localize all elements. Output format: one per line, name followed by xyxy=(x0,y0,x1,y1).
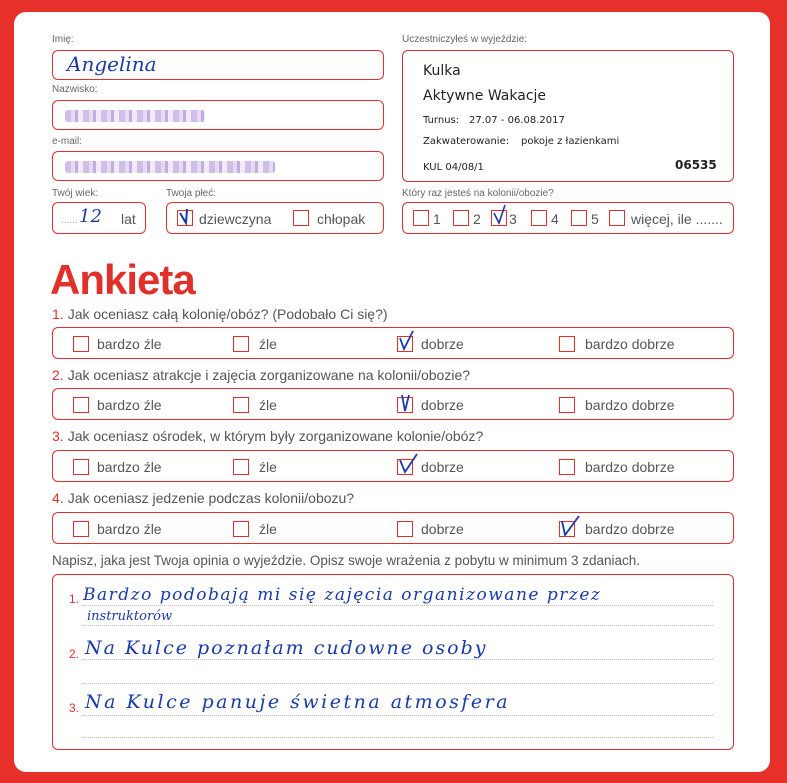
first-name-field[interactable] xyxy=(52,50,384,80)
gender-checkbox-boy[interactable] xyxy=(293,210,309,226)
last-name-field[interactable] xyxy=(52,100,384,130)
check-mark-icon xyxy=(397,452,419,474)
times-checkbox-1[interactable] xyxy=(413,210,429,226)
option-label: bardzo dobrze xyxy=(585,521,675,537)
times-option-5: 5 xyxy=(591,211,599,227)
trip-label: Uczestniczyłeś w wyjeździe: xyxy=(402,34,528,45)
q2-checkbox-very-bad[interactable] xyxy=(73,397,89,413)
q2-checkbox-very-good[interactable] xyxy=(559,397,575,413)
option-label: źle xyxy=(259,336,277,352)
opinion-field[interactable] xyxy=(52,574,734,750)
check-mark-icon xyxy=(397,391,419,413)
check-mark-icon xyxy=(559,515,581,537)
question-1: 1. Jak oceniasz całą kolonię/obóz? (Podobało Ci się?) xyxy=(52,306,388,322)
accommodation-label: Zakwaterowanie: xyxy=(423,136,510,147)
trip-org: Kulka xyxy=(423,63,461,79)
check-mark-icon xyxy=(397,330,419,352)
check-mark-icon xyxy=(177,205,199,227)
question-3: 3. Jak oceniasz ośrodek, w którym były zorganizowane kolonie/obóz? xyxy=(52,428,484,444)
gender-field xyxy=(166,202,384,234)
times-option-1: 1 xyxy=(433,211,441,227)
trip-info-box xyxy=(402,50,734,182)
accommodation-value: pokoje z łazienkami xyxy=(521,136,620,147)
times-option-4: 4 xyxy=(551,211,559,227)
opinion-line-num: 1. xyxy=(69,592,80,606)
answer-row-1 xyxy=(52,327,734,359)
q4-checkbox-very-bad[interactable] xyxy=(73,521,89,537)
option-label: bardzo źle xyxy=(97,336,162,352)
trip-name: Aktywne Wakacje xyxy=(423,88,547,104)
times-option-3: 3 xyxy=(509,211,517,227)
option-label: dobrze xyxy=(421,336,464,352)
q3-checkbox-bad[interactable] xyxy=(233,459,249,475)
opinion-prompt: Napisz, jaka jest Twoja opinia o wyjeździe. Opisz swoje wrażenia z pobytu w minimum 3 zdaniach. xyxy=(52,553,641,568)
trip-number: 06535 xyxy=(675,158,717,172)
times-label: Który raz jesteś na kolonii/obozie? xyxy=(402,188,554,199)
first-name-label: Imię: xyxy=(52,34,74,45)
question-2: 2. Jak oceniasz atrakcje i zajęcia zorganizowane na kolonii/obozie? xyxy=(52,367,471,383)
age-value: 12 xyxy=(79,206,102,227)
survey-title: Ankieta xyxy=(50,256,195,303)
answer-row-3 xyxy=(52,450,734,482)
times-checkbox-4[interactable] xyxy=(531,210,547,226)
q4-checkbox-good[interactable] xyxy=(397,521,413,537)
survey-sheet xyxy=(14,12,770,772)
opinion-line-1-cont: instruktorów xyxy=(87,609,173,624)
email-field[interactable] xyxy=(52,151,384,181)
option-label: bardzo dobrze xyxy=(585,397,675,413)
answer-row-2 xyxy=(52,388,734,420)
times-checkbox-2[interactable] xyxy=(453,210,469,226)
option-label: dobrze xyxy=(421,459,464,475)
last-name-label: Nazwisko: xyxy=(52,84,98,95)
answer-row-4 xyxy=(52,512,734,544)
q2-checkbox-bad[interactable] xyxy=(233,397,249,413)
gender-option-girl: dziewczyna xyxy=(199,211,272,227)
option-label: bardzo dobrze xyxy=(585,336,675,352)
redacted-email xyxy=(65,161,275,173)
times-checkbox-more[interactable] xyxy=(609,210,625,226)
option-label: bardzo źle xyxy=(97,521,162,537)
q3-checkbox-very-good[interactable] xyxy=(559,459,575,475)
gender-option-boy: chłopak xyxy=(317,211,366,227)
q1-checkbox-very-bad[interactable] xyxy=(73,336,89,352)
question-4: 4. Jak oceniasz jedzenie podczas kolonii/obozu? xyxy=(52,490,355,506)
option-label: bardzo dobrze xyxy=(585,459,675,475)
option-label: dobrze xyxy=(421,397,464,413)
email-label: e-mail: xyxy=(52,136,83,147)
gender-label: Twoja płeć: xyxy=(166,188,217,199)
option-label: dobrze xyxy=(421,521,464,537)
redacted-last-name xyxy=(65,110,205,122)
age-field[interactable]: ...... 12 lat xyxy=(52,202,146,234)
age-label: Twój wiek: xyxy=(52,188,99,199)
opinion-line-1: Bardzo podobają mi się zajęcia organizowane przez xyxy=(83,585,602,605)
q1-checkbox-bad[interactable] xyxy=(233,336,249,352)
opinion-line-2: Na Kulce poznałam cudowne osoby xyxy=(85,637,488,659)
option-label: bardzo źle xyxy=(97,397,162,413)
times-field xyxy=(402,202,734,234)
q3-checkbox-very-bad[interactable] xyxy=(73,459,89,475)
opinion-line-num: 3. xyxy=(69,701,80,715)
turnus-value: 27.07 - 06.08.2017 xyxy=(469,115,565,126)
trip-code: KUL 04/08/1 xyxy=(423,162,484,173)
opinion-line-3: Na Kulce panuje świetna atmosfera xyxy=(85,691,511,713)
times-option-2: 2 xyxy=(473,211,481,227)
q4-checkbox-bad[interactable] xyxy=(233,521,249,537)
age-unit: lat xyxy=(121,211,136,227)
first-name-value: Angelina xyxy=(67,52,157,76)
option-label: źle xyxy=(259,397,277,413)
option-label: źle xyxy=(259,459,277,475)
times-checkbox-5[interactable] xyxy=(571,210,587,226)
opinion-line-num: 2. xyxy=(69,647,80,661)
option-label: źle xyxy=(259,521,277,537)
option-label: bardzo źle xyxy=(97,459,162,475)
q1-checkbox-very-good[interactable] xyxy=(559,336,575,352)
times-option-more: więcej, ile ....... xyxy=(631,211,723,227)
turnus-label: Turnus: xyxy=(423,115,460,126)
